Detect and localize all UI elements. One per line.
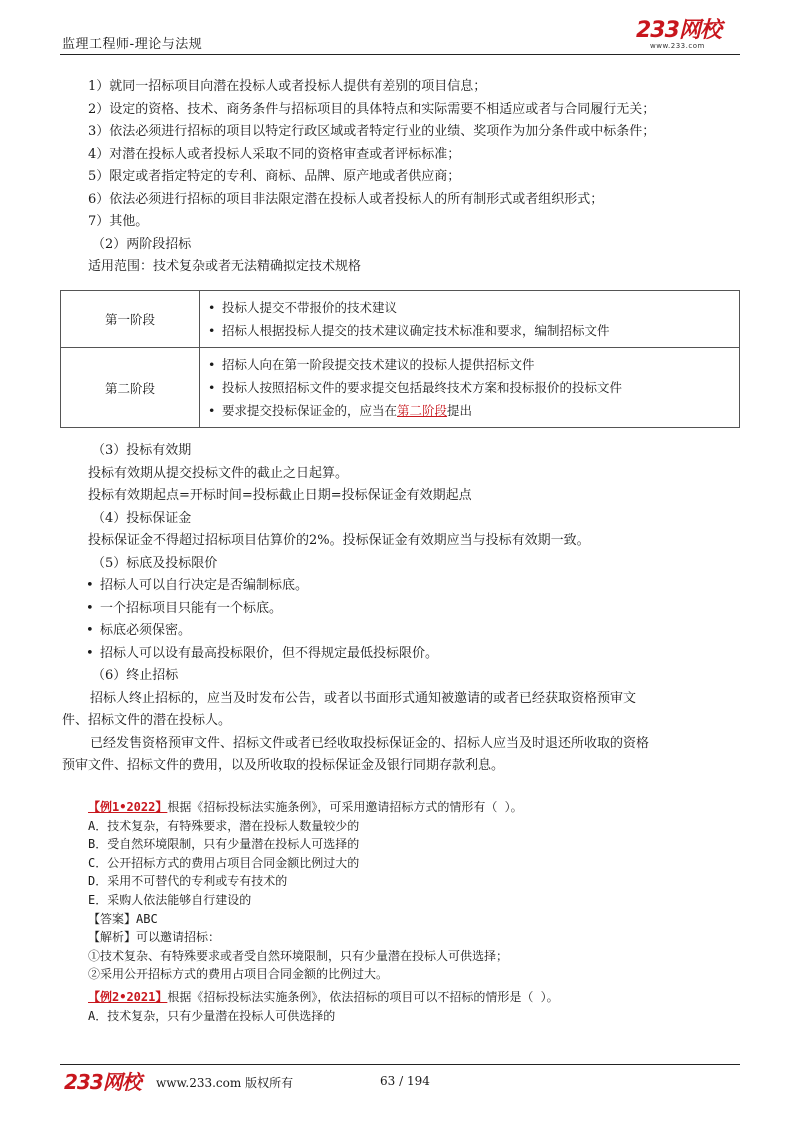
list-item: • 一个招标项目只能有一个标底。 [86, 600, 283, 616]
list-item: • 要求提交投标保证金的，应当在第二阶段提出 [208, 403, 473, 418]
footer-divider [60, 1064, 740, 1065]
header-divider [60, 54, 740, 55]
body-text: 投标有效期起点=开标时间=投标截止日期=投标保证金有效期起点 [88, 488, 472, 503]
analysis-title: 【解析】可以邀请招标： [88, 930, 221, 945]
list-item: • 招标人可以设有最高投标限价，但不得规定最低投标限价。 [86, 645, 439, 661]
body-text: 投标有效期从提交投标文件的截止之日起算。 [88, 465, 349, 481]
option-item: C．公开招标方式的费用占项目合同金额比例过大的 [88, 855, 360, 870]
list-item: • 标底必须保密。 [86, 623, 192, 638]
section-heading: （3）投标有效期 [92, 443, 192, 458]
list-item: 3）依法必须进行招标的项目以特定行政区域或者特定行业的业绩、奖项作为加分条件或中标条件； [88, 124, 656, 139]
example-question: 【例2•2021】根据《招标投标法实施条例》，依法招标的项目可以不招标的情形是（ ）。 [88, 990, 559, 1004]
answer-text: 【答案】ABC [88, 911, 158, 926]
brand-logo[interactable] [636, 20, 740, 50]
table-row [61, 291, 740, 348]
analysis-item: ①技术复杂、有特殊要求或者受自然环境限制，只有少量潜在投标人可供选择； [88, 948, 509, 963]
body-text: 预审文件、招标文件的费用，以及所收取的投标保证金及银行同期存款利息。 [62, 758, 505, 773]
scope-text: 适用范围：技术复杂或者无法精确拟定技术规格 [88, 259, 362, 274]
body-text: 招标人终止招标的，应当及时发布公告，或者以书面形式通知被邀请的或者已经获取资格预审文 [90, 690, 637, 706]
stage-bullets [200, 348, 740, 428]
list-item: • 招标人根据投标人提交的技术建议确定技术标准和要求，编制招标文件 [208, 323, 610, 338]
stage-label: 第一阶段 [61, 291, 200, 348]
logo-text: 233网校 [636, 18, 721, 43]
restriction-list [88, 76, 748, 279]
stage-two-link[interactable]: 第二阶段 [397, 403, 448, 418]
list-item: • 招标人可以自行决定是否编制标底。 [86, 578, 309, 593]
table-row [61, 348, 740, 428]
page-number: 63 / 194 [380, 1074, 430, 1088]
example-question: 【例1•2022】根据《招标投标法实施条例》，可采用邀请招标方式的情形有（ ）。 [88, 800, 523, 814]
option-item: A．技术复杂，只有少量潜在投标人可供选择的 [88, 1008, 336, 1023]
logo-url: www.233.com [650, 42, 705, 50]
list-item: 6）依法必须进行招标的项目非法限定潜在投标人或者投标人的所有制形式或者组织形式； [88, 191, 604, 207]
list-item: • 招标人向在第一阶段提交技术建议的投标人提供招标文件 [208, 357, 535, 372]
example-1 [88, 798, 748, 984]
body-text: 件、招标文件的潜在投标人。 [62, 713, 232, 728]
list-item: • 投标人按照招标文件的要求提交包括最终技术方案和投标报价的投标文件 [208, 380, 623, 395]
option-item: A．技术复杂，有特殊要求，潜在投标人数量较少的 [88, 818, 360, 833]
list-item: 1）就同一招标项目向潜在投标人或者投标人提供有差别的项目信息； [88, 79, 487, 94]
section-heading: （6）终止招标 [92, 668, 179, 683]
section-heading: （5）标底及投标限价 [92, 555, 218, 571]
list-item: • 投标人提交不带报价的技术建议 [208, 300, 398, 315]
body-text: 已经发售资格预审文件、招标文件或者已经收取投标保证金的、招标人应当及时退还所收取的资格 [90, 735, 650, 751]
page-header-title: 监理工程师-理论与法规 [62, 37, 203, 52]
list-item: 4）对潜在投标人或者投标人采取不同的资格审查或者评标标准； [88, 146, 461, 162]
stage-bullets [200, 291, 740, 348]
option-item: B．受自然环境限制，只有少量潜在投标人可选择的 [88, 837, 360, 852]
stage-label: 第二阶段 [61, 348, 200, 428]
section-heading: （4）投标保证金 [92, 510, 192, 526]
section-heading: （2）两阶段招标 [92, 236, 192, 252]
example-tag: 【例2•2021】 [88, 990, 168, 1004]
footer-logo[interactable]: 233网校 [64, 1070, 141, 1094]
option-item: E．采购人依法能够自行建设的 [88, 892, 252, 907]
list-item: 7）其他。 [88, 214, 149, 229]
example-tag: 【例1•2022】 [88, 800, 168, 814]
example-2 [88, 988, 748, 1025]
list-item: 2）设定的资格、技术、商务条件与招标项目的具体特点和实际需要不相适应或者与合同履行无关； [88, 101, 656, 117]
bidding-rules-section [62, 440, 768, 778]
body-text: 投标保证金不得超过招标项目估算价的2%。投标保证金有效期应当与投标有效期一致。 [88, 533, 590, 548]
two-stage-table [60, 290, 740, 428]
footer-copyright: www.233.com 版权所有 [156, 1076, 294, 1090]
option-item: D．采用不可替代的专利或专有技术的 [88, 874, 288, 889]
analysis-item: ②采用公开招标方式的费用占项目合同金额的比例过大。 [88, 967, 389, 982]
list-item: 5）限定或者指定特定的专利、商标、品牌、原产地或者供应商； [88, 169, 461, 184]
